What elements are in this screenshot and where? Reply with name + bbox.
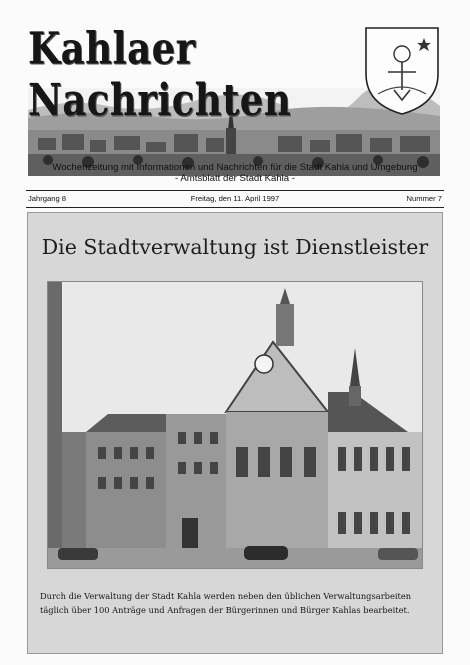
tagline: Wochenzeitung mit Informationen und Nachrichten für die Stadt Kahla und Umgebung (52, 162, 418, 173)
caption-line: täglich über 100 Anträge und Anfragen der Bürgerinnen und Bürger Kahlas bearbeitet. (40, 605, 410, 615)
issue-volume: Jahrgang 8 (28, 194, 66, 203)
issue-date: Freitag, den 11. April 1997 (190, 194, 280, 203)
front-page-article (27, 212, 443, 654)
article-headline: Die Stadtverwaltung ist Dienstleister (41, 235, 429, 259)
issue-info-bar (26, 190, 444, 208)
official-gazette-line: - Amtsblatt der Stadt Kahla - (175, 173, 295, 184)
photo-caption (40, 589, 432, 617)
issue-number: Nummer 7 (406, 194, 442, 203)
caption-line: Durch die Verwaltung der Stadt Kahla werden neben den üblichen Verwaltungsarbeiten (40, 591, 412, 601)
newspaper-title: Kahlaer Nachrichten (28, 22, 292, 126)
city-seal-icon (362, 24, 442, 116)
town-hall-photo (47, 281, 423, 569)
masthead (26, 16, 446, 166)
